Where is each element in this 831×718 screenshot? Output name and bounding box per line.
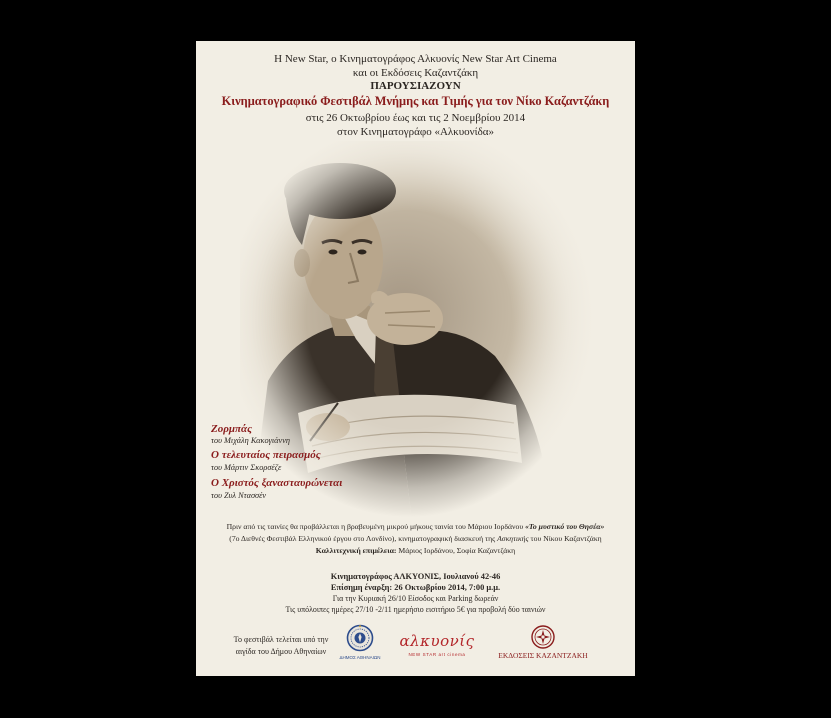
- publisher-emblem-icon: [531, 625, 555, 649]
- short-film-intro: Πριν από τις ταινίες θα προβάλλεται η βραβευμένη μικρού μήκους ταινία του Μάριου Ιορδάνου: [226, 522, 526, 531]
- curation-label: Καλλιτεχνική επιμέλεια:: [315, 546, 397, 555]
- cinema-address: Κινηματογράφος ΑΛΚΥΟΝΙΣ, Ιουλιανού 42-46: [330, 572, 501, 581]
- film-title: Ο τελευταίος πειρασμός: [211, 449, 321, 461]
- ticket-info: Τις υπόλοιπες ημέρες 27/10 -2/11 ημερήσιο εισιτήριο 5€ για προβολή δύο ταινιών: [285, 605, 546, 614]
- curation-credit: [196, 546, 635, 556]
- film-director: του Ζυλ Ντασσέν: [211, 491, 267, 500]
- film-director: του Μιχάλη Κακογιάννη: [211, 436, 291, 445]
- official-opening: Επίσημη έναρξη: 26 Οκτωβρίου 2014, 7:00 μ.μ.: [330, 583, 501, 592]
- short-film-note: [196, 522, 635, 532]
- patronage-note: [221, 634, 341, 658]
- presenters-line: Η New Star, ο Κινηματογράφος Αλκυονίς New Star Art Cinema: [274, 53, 557, 65]
- short-film-title: «Το μυστικό του Θησέα»: [525, 522, 605, 531]
- adapted-work-title: Ασκητικής: [497, 534, 529, 543]
- festival-note-text: (7ο Διεθνές Φεστιβάλ Ελληνικού έργου στο Λονδίνο), κινηματογραφική διασκευή της: [229, 534, 498, 543]
- film-title: Ο Χριστός ξανασταυρώνεται: [211, 477, 343, 489]
- short-film-festival-note: [196, 534, 635, 544]
- festival-title: Κινηματογραφικό Φεστιβάλ Μνήμης και Τιμής για τον Νίκο Καζαντζάκη: [221, 94, 610, 108]
- athens-emblem-icon: [346, 624, 374, 654]
- film-director: του Μάρτιν Σκορσέζε: [211, 463, 282, 472]
- patronage-line-1: Το φεστιβάλ τελείται υπό την: [233, 635, 329, 644]
- cinema-logo-subtitle: NEW STAR art cinema: [408, 652, 466, 657]
- presents-heading: ΠΑΡΟΥΣΙΑΖΟΥΝ: [370, 80, 461, 92]
- festival-venue: στον Κινηματογράφο «Αλκυονίδα»: [336, 126, 495, 138]
- film-title: Ζορμπάς: [211, 423, 252, 435]
- publisher-logo-text: ΕΚΔΟΣΕΙΣ ΚΑΖΑΝΤΖΑΚΗ: [498, 651, 588, 660]
- presenters-line-2: και οι Εκδόσεις Καζαντζάκη: [352, 67, 479, 79]
- sunday-entry-info: Για την Κυριακή 26/10 Είσοδος και Parking δωρεάν: [332, 594, 499, 603]
- portrait-photo: [240, 141, 600, 521]
- festival-poster: [196, 41, 635, 676]
- festival-dates: στις 26 Οκτωβρίου έως και τις 2 Νοεμβρίου 2014: [305, 112, 526, 124]
- athens-logo-text: ΔΗΜΟΣ ΑΘΗΝΑΙΩΝ: [339, 655, 381, 660]
- curation-names: Μάριος Ιορδάνου, Σοφία Καζαντζάκη: [396, 546, 516, 555]
- festival-note-author: του Νίκου Καζαντζάκη: [528, 534, 602, 543]
- patronage-line-2: αιγίδα του Δήμου Αθηναίων: [235, 647, 327, 656]
- cinema-logo: αλκυονίς: [399, 632, 475, 650]
